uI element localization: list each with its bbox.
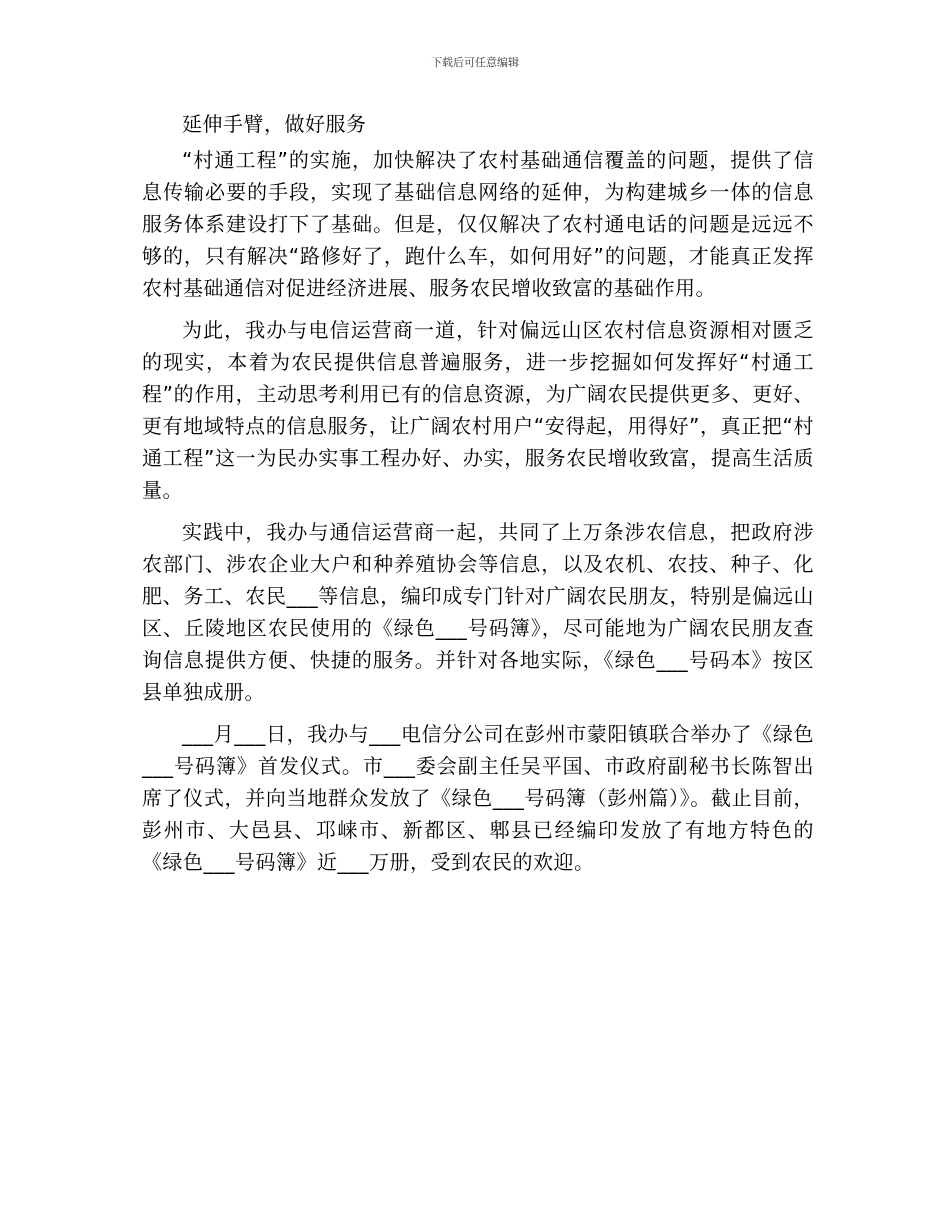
paragraph-2: 为此，我办与电信运营商一道，针对偏远山区农村信息资源相对匮乏的现实，本着为农民提供信息普遍服务，进一步挖掘如何发挥好“村通工程”的作用，主动思考利用已有的信息资源，为广阔农民提供更多、更好、更有地域特点的信息服务，让广阔农村用户“安得起，用得好”，真正把“村通工程”这一为民办实事工程办好、办实，服务农民增收致富，提高生活质量。 [142,318,814,502]
paragraph-3: 实践中，我办与通信运营商一起，共同了上万条涉农信息，把政府涉农部门、涉农企业大户和种养殖协会等信息，以及农机、农技、种子、化肥、务工、农民___等信息，编印成专门针对广阔农民朋友，特别是偏远山区、丘陵地区农民使用的《绿色___号码簿》，尽可能地为广阔农民朋友查询信息提供方便、快捷的服务。并针对各地实际，《绿色___号码本》按区县单独成册。 [142,520,814,704]
page-header-note: 下载后可任意编辑 [431,56,519,69]
paragraph-1: “村通工程”的实施，加快解决了农村基础通信覆盖的问题，提供了信息传输必要的手段，实现了基础信息网络的延伸，为构建城乡一体的信息服务体系建设打下了基础。但是，仅仅解决了农村通电话的问题是远远不够的，只有解决“路修好了，跑什么车，如何用好”的问题，才能真正发挥农村基础通信对促进经济进展、服务农民增收致富的基础作用。 [142,148,814,300]
paragraph-4: ___月___日，我办与___电信分公司在彭州市蒙阳镇联合举办了《绿色___号码簿》首发仪式。市___委会副主任吴平国、市政府副秘书长陈智出席了仪式，并向当地群众发放了《绿色___号码簿（彭州篇）》。截止目前，彭州市、大邑县、邛崃市、新都区、郫县已经编印发放了有地方特色的《绿色___号码簿》近___万册，受到农民的欢迎。 [142,722,814,874]
section-heading: 延伸手臂，做好服务 [182,112,367,136]
document-body [142,108,814,878]
